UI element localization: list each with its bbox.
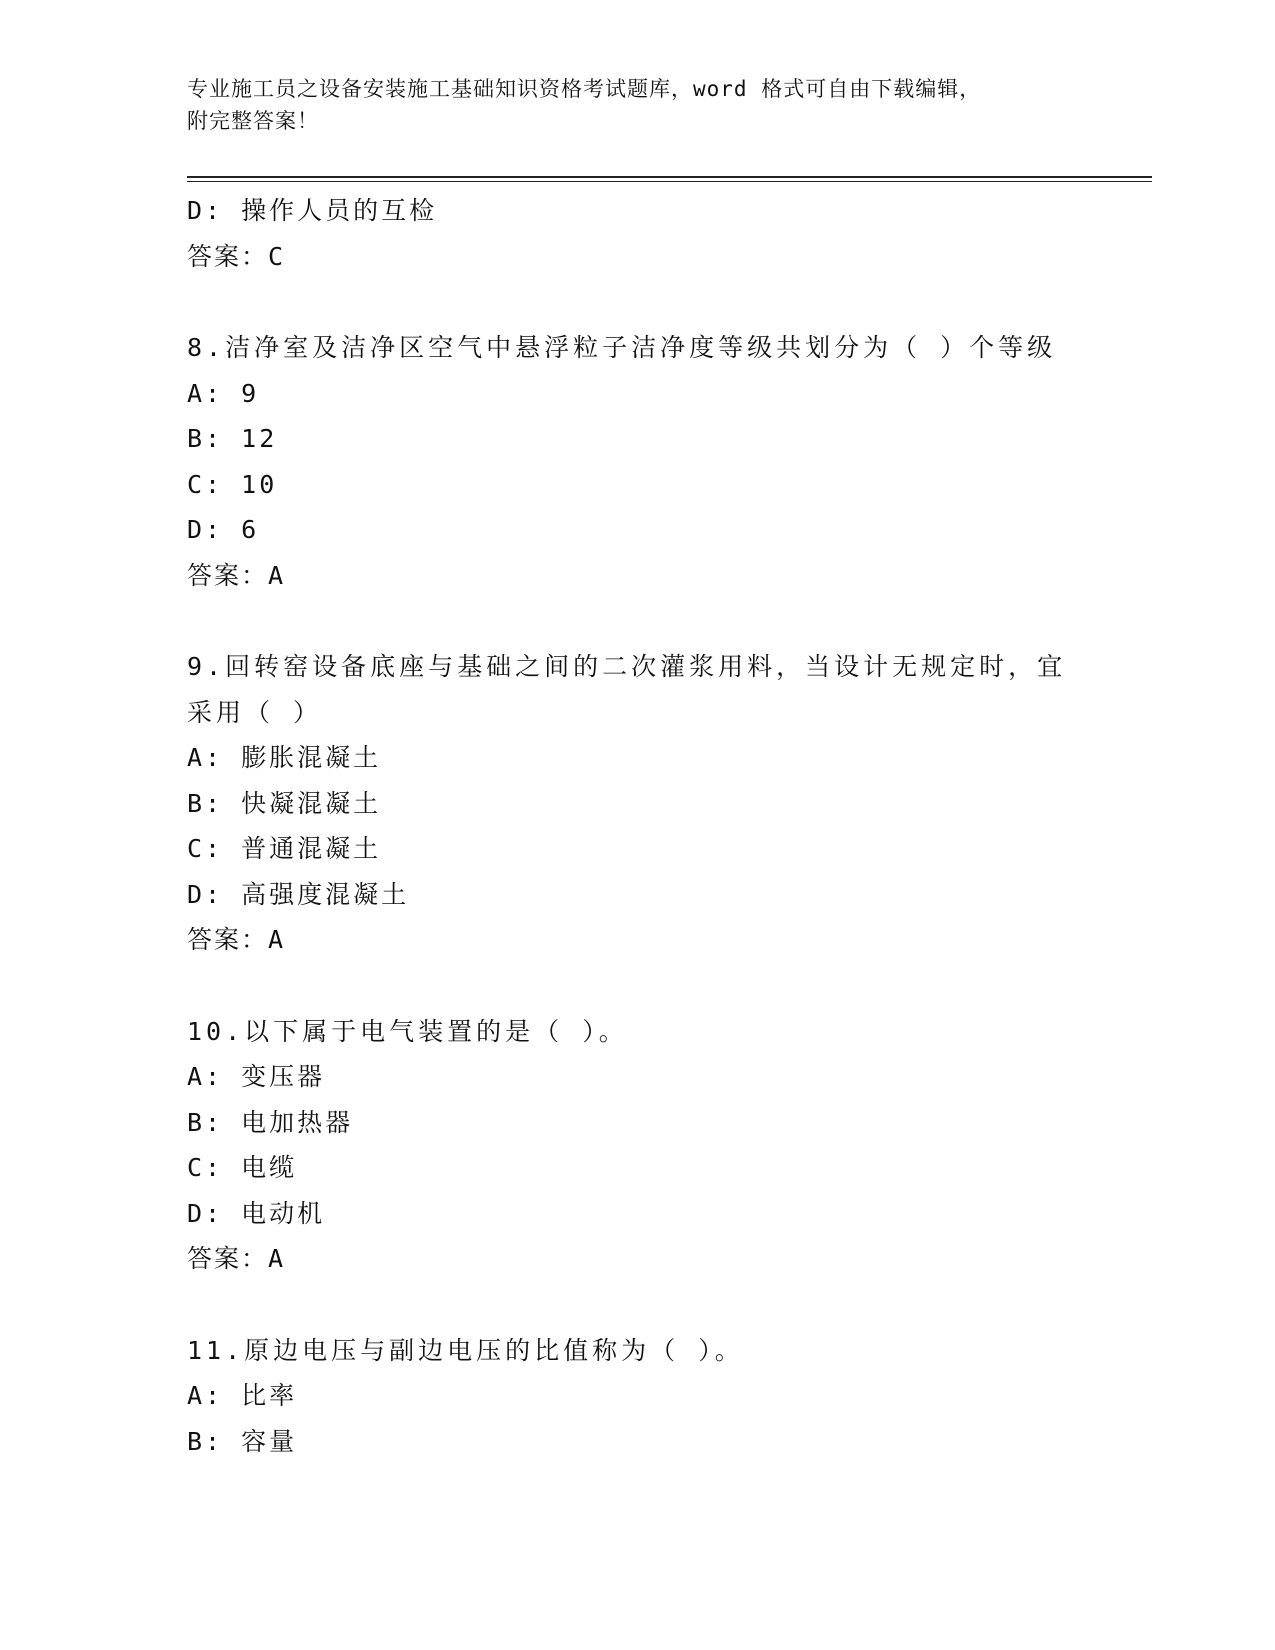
question-stem: 10.以下属于电气装置的是（ ）。 bbox=[187, 1016, 628, 1046]
header-line-2: 附完整答案！ bbox=[187, 109, 319, 133]
option-c: C: 10 bbox=[187, 469, 278, 499]
option-d: D: 电动机 bbox=[187, 1198, 326, 1228]
answer: 答案：A bbox=[187, 560, 286, 590]
option-c: C: 电缆 bbox=[187, 1153, 298, 1182]
header-line-1: 专业施工员之设备安装施工基础知识资格考试题库，word 格式可自由下载编辑， bbox=[187, 77, 982, 101]
spacer bbox=[187, 1282, 1087, 1328]
header-divider-thick bbox=[187, 176, 1152, 178]
question-stem: 11.原边电压与副边电压的比值称为（ ）。 bbox=[187, 1335, 744, 1365]
question-stem: 9.回转窑设备底座与基础之间的二次灌浆用料，当设计无规定时，宜 bbox=[187, 652, 1067, 681]
option-c: C: 普通混凝土 bbox=[187, 834, 382, 863]
spacer bbox=[187, 598, 1087, 644]
question-stem-continued: 采用（ ） bbox=[187, 697, 323, 727]
option-d: D: 6 bbox=[187, 515, 260, 544]
option-b: B: 快凝混凝土 bbox=[187, 788, 382, 818]
spacer bbox=[187, 279, 1087, 325]
header-divider-thin bbox=[187, 181, 1152, 182]
option-a: A: 变压器 bbox=[187, 1062, 326, 1091]
option-d: D: 操作人员的互检 bbox=[187, 196, 438, 225]
answer: 答案：A bbox=[187, 925, 286, 954]
page-header bbox=[187, 73, 1067, 137]
question-list bbox=[187, 188, 1087, 1464]
option-b: B: 容量 bbox=[187, 1426, 298, 1456]
spacer bbox=[187, 963, 1087, 1009]
option-b: B: 电加热器 bbox=[187, 1107, 354, 1137]
option-b: B: 12 bbox=[187, 424, 278, 453]
answer: 答案：A bbox=[187, 1244, 286, 1273]
option-d: D: 高强度混凝土 bbox=[187, 879, 410, 909]
answer: 答案：C bbox=[187, 241, 286, 271]
question-stem: 8.洁净室及洁净区空气中悬浮粒子洁净度等级共划分为（ ）个等级 bbox=[187, 333, 1057, 362]
option-a: A: 9 bbox=[187, 378, 260, 408]
option-a: A: 比率 bbox=[187, 1381, 298, 1410]
option-a: A: 膨胀混凝土 bbox=[187, 743, 382, 772]
